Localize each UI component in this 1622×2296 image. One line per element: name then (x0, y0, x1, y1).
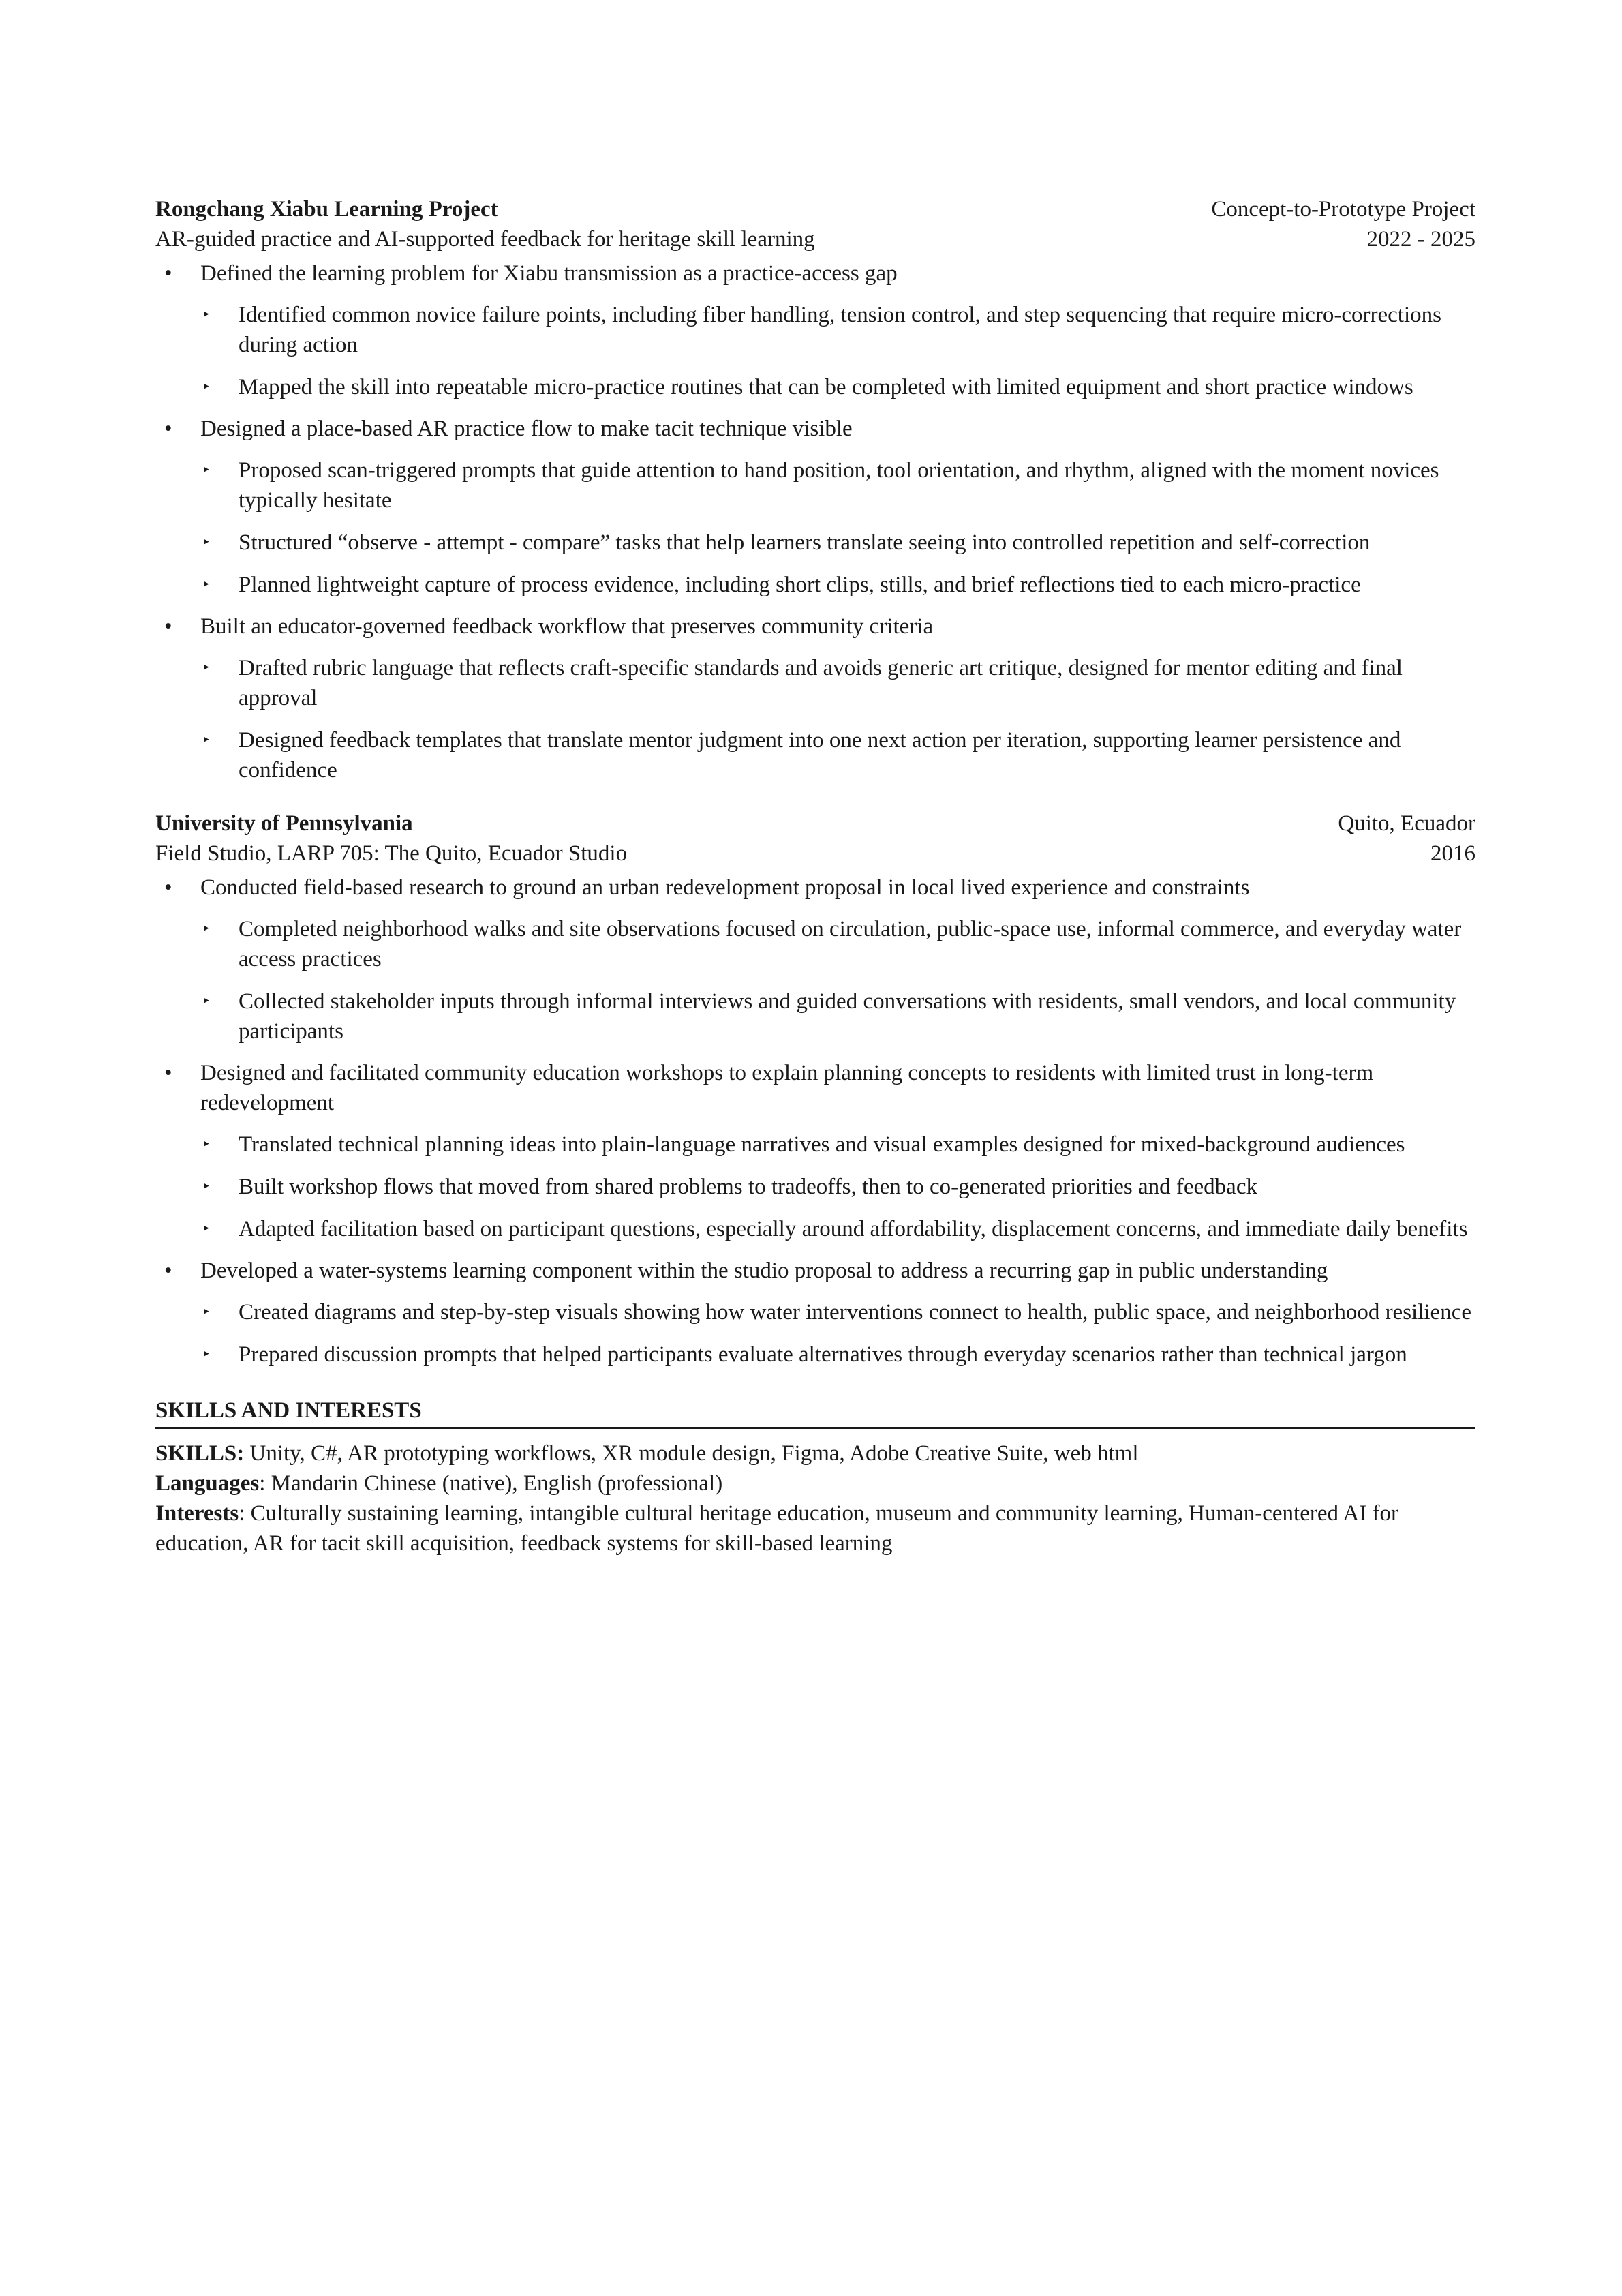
entry-subtitle: Field Studio, LARP 705: The Quito, Ecuador Studio (155, 841, 628, 866)
sub-bullet-list (200, 455, 1475, 600)
sub-bullet-list (200, 1297, 1475, 1370)
sub-bullet-list (200, 914, 1475, 1046)
bullet-list (155, 258, 1475, 785)
entry-header (155, 809, 1475, 839)
sub-bullet-text: Completed neighborhood walks and site observations focused on circulation, public-space use, informal commerce, and everyday water access practices (239, 917, 1462, 971)
bullet-text: Conducted field-based research to ground an urban redevelopment proposal in local lived experience and constraints (200, 875, 1250, 900)
sub-bullet-glyph: ‣ (202, 463, 211, 478)
sub-bullet-glyph: ‣ (202, 307, 211, 322)
sub-bullet-glyph: ‣ (202, 1222, 211, 1237)
sub-bullet-list (200, 300, 1475, 402)
sub-bullet-text: Adapted facilitation based on participant questions, especially around affordability, displacement concerns, and immediate daily benefits (239, 1217, 1468, 1241)
sub-bullet-glyph: ‣ (202, 1179, 211, 1194)
sub-bullet-glyph: ‣ (202, 535, 211, 550)
entry-location: Quito, Ecuador (1338, 811, 1475, 836)
sub-bullet-list (200, 1130, 1475, 1244)
sub-bullet-item (155, 455, 1475, 515)
resume-content (155, 194, 1475, 1558)
sub-bullet-text: Prepared discussion prompts that helped participants evaluate alternatives through everyday scenarios rather than technical jargon (239, 1342, 1407, 1367)
skills-block (155, 1438, 1475, 1558)
sub-bullet-item (155, 914, 1475, 974)
sub-bullet-item (155, 1297, 1475, 1327)
entry-subtitle: AR-guided practice and AI-supported feedback for heritage skill learning (155, 227, 815, 252)
sub-bullet-item (155, 528, 1475, 558)
entry-type: Concept-to-Prototype Project (1211, 197, 1475, 222)
entry-organization: University of Pennsylvania (155, 811, 413, 836)
sub-bullet-item (155, 1172, 1475, 1202)
sub-bullet-text: Structured “observe - attempt - compare” tasks that help learners translate seeing into controlled repetition and self-correction (239, 530, 1371, 555)
interests-line (155, 1498, 1475, 1558)
entry-organization: Rongchang Xiabu Learning Project (155, 197, 498, 222)
bullet-item (155, 1058, 1475, 1244)
bullet-glyph: • (164, 261, 172, 286)
interests-value: : Culturally sustaining learning, intangible cultural heritage education, museum and community learning, Human-centered AI for education, AR for tacit skill acquisition, feedback systems for skill-based learning (155, 1501, 1398, 1556)
sub-bullet-item (155, 570, 1475, 600)
entry-dates: 2016 (1430, 841, 1475, 866)
skills-label: SKILLS: (155, 1441, 245, 1466)
sub-bullet-text: Created diagrams and step-by-step visuals showing how water interventions connect to health, public space, and neighborhood resilience (239, 1300, 1471, 1325)
sub-bullet-text: Proposed scan-triggered prompts that guide attention to hand position, tool orientation, and rhythm, aligned with the moment novices typically hesitate (239, 458, 1439, 513)
bullet-text: Designed and facilitated community education workshops to explain planning concepts to residents with limited trust in long-term redevelopment (200, 1061, 1374, 1115)
bullet-item (155, 1256, 1475, 1370)
sub-bullet-text: Mapped the skill into repeatable micro-practice routines that can be completed with limited equipment and short practice windows (239, 375, 1413, 399)
bullet-text: Built an educator-governed feedback workflow that preserves community criteria (200, 614, 934, 639)
skills-line (155, 1438, 1475, 1468)
bullet-glyph: • (164, 875, 172, 900)
bullet-text: Defined the learning problem for Xiabu transmission as a practice-access gap (200, 261, 898, 286)
sub-bullet-glyph: ‣ (202, 661, 211, 676)
languages-value: : Mandarin Chinese (native), English (professional) (259, 1471, 723, 1496)
sub-bullet-item (155, 653, 1475, 713)
bullet-item (155, 873, 1475, 1046)
entry-subheader (155, 224, 1475, 254)
sub-bullet-item (155, 300, 1475, 360)
bullet-text: Designed a place-based AR practice flow to make tacit technique visible (200, 417, 853, 441)
sub-bullet-glyph: ‣ (202, 1137, 211, 1152)
entry-dates: 2022 - 2025 (1366, 227, 1475, 252)
entry-subheader (155, 839, 1475, 868)
sub-bullet-glyph: ‣ (202, 577, 211, 592)
bullet-list (155, 873, 1475, 1370)
section-heading: SKILLS AND INTERESTS (155, 1395, 1475, 1429)
languages-label: Languages (155, 1471, 260, 1496)
skills-section (155, 1395, 1475, 1558)
entry-header (155, 194, 1475, 224)
sub-bullet-item (155, 725, 1475, 785)
experience-entry (155, 809, 1475, 1370)
sub-bullet-glyph: ‣ (202, 380, 211, 395)
sub-bullet-item (155, 986, 1475, 1046)
bullet-item (155, 414, 1475, 600)
experience-entry (155, 194, 1475, 785)
sub-bullet-text: Planned lightweight capture of process evidence, including short clips, stills, and brief reflections tied to each micro-practice (239, 573, 1361, 597)
bullet-glyph: • (164, 417, 172, 441)
bullet-text: Developed a water-systems learning component within the studio proposal to address a recurring gap in public understanding (200, 1258, 1328, 1283)
skills-value: Unity, C#, AR prototyping workflows, XR module design, Figma, Adobe Creative Suite, web html (244, 1441, 1139, 1466)
bullet-item (155, 611, 1475, 785)
sub-bullet-glyph: ‣ (202, 733, 211, 748)
sub-bullet-glyph: ‣ (202, 922, 211, 937)
sub-bullet-glyph: ‣ (202, 1347, 211, 1362)
sub-bullet-list (200, 653, 1475, 785)
sub-bullet-item (155, 372, 1475, 402)
sub-bullet-text: Identified common novice failure points, including fiber handling, tension control, and step sequencing that require micro-corrections during action (239, 303, 1441, 357)
sub-bullet-glyph: ‣ (202, 1305, 211, 1320)
sub-bullet-glyph: ‣ (202, 994, 211, 1009)
bullet-item (155, 258, 1475, 402)
bullet-glyph: • (164, 614, 172, 639)
languages-line (155, 1468, 1475, 1498)
sub-bullet-text: Built workshop flows that moved from shared problems to tradeoffs, then to co-generated priorities and feedback (239, 1175, 1257, 1199)
sub-bullet-item (155, 1340, 1475, 1370)
interests-label: Interests (155, 1501, 239, 1526)
sub-bullet-text: Designed feedback templates that translate mentor judgment into one next action per iteration, supporting learner persistence and confidence (239, 728, 1401, 783)
sub-bullet-item (155, 1214, 1475, 1244)
sub-bullet-text: Collected stakeholder inputs through informal interviews and guided conversations with residents, small vendors, and local community participants (239, 989, 1456, 1044)
bullet-glyph: • (164, 1258, 172, 1283)
bullet-glyph: • (164, 1061, 172, 1085)
sub-bullet-text: Translated technical planning ideas into plain-language narratives and visual examples designed for mixed-background audiences (239, 1132, 1405, 1157)
sub-bullet-item (155, 1130, 1475, 1160)
sub-bullet-text: Drafted rubric language that reflects craft-specific standards and avoids generic art critique, designed for mentor editing and final approval (239, 656, 1403, 710)
